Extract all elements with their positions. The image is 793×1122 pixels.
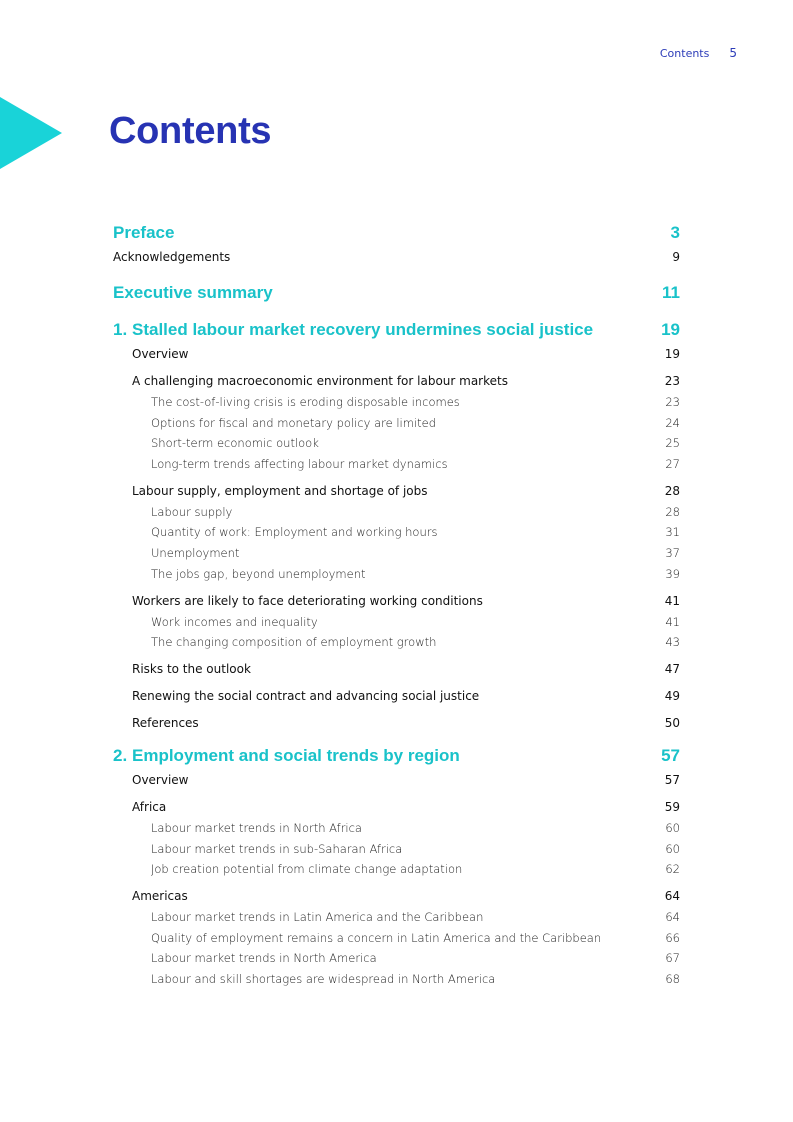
- toc-subitem[interactable]: [113, 632, 680, 653]
- toc-page: 37: [665, 546, 680, 561]
- toc-label: Labour market trends in Latin America and the Caribbean: [151, 909, 484, 924]
- toc-subitem[interactable]: [113, 564, 680, 585]
- toc-page: 41: [664, 593, 680, 608]
- toc-ch1-risks[interactable]: [113, 659, 680, 680]
- toc-subitem[interactable]: [113, 859, 680, 880]
- toc-subitem[interactable]: [113, 522, 680, 543]
- toc-page: 66: [665, 930, 680, 945]
- toc-page: 43: [665, 635, 680, 650]
- toc-label: A challenging macroeconomic environment for labour markets: [132, 374, 508, 388]
- toc-label: Renewing the social contract and advancing social justice: [132, 688, 480, 703]
- toc-page: 19: [661, 320, 680, 339]
- toc-subitem[interactable]: [113, 413, 680, 434]
- running-header: [660, 46, 737, 60]
- toc-subitem[interactable]: [113, 818, 680, 839]
- toc-subitem[interactable]: [113, 392, 680, 413]
- toc-page: 28: [664, 483, 680, 498]
- toc-chapter-1[interactable]: [113, 316, 680, 344]
- toc-ch2-americas[interactable]: [113, 886, 680, 907]
- toc-page: 62: [665, 862, 680, 877]
- toc-label: Workers are likely to face deteriorating working conditions: [132, 593, 483, 608]
- toc-ch1-macro[interactable]: [113, 371, 680, 392]
- toc-label: Overview: [132, 772, 189, 787]
- header-page-number: 5: [729, 46, 737, 60]
- toc-page: 25: [665, 436, 680, 451]
- toc-subitem[interactable]: [113, 543, 680, 564]
- toc-page: 47: [664, 661, 680, 676]
- chapter-number: 1.: [113, 320, 128, 339]
- toc-label: Africa: [132, 799, 167, 814]
- toc-label: References: [132, 715, 199, 730]
- toc-label: Job creation potential from climate change adaptation: [151, 862, 463, 877]
- toc-label: Long-term trends affecting labour market dynamics: [151, 457, 448, 472]
- toc-subitem[interactable]: [113, 969, 680, 990]
- table-of-contents: [113, 219, 680, 990]
- toc-label: Options for fiscal and monetary policy are limited: [151, 415, 437, 430]
- header-section-label: Contents: [659, 47, 710, 60]
- toc-label: The cost-of-living crisis is eroding disposable incomes: [151, 395, 460, 409]
- triangle-arrow-icon: [0, 97, 62, 169]
- toc-page: 64: [664, 888, 680, 903]
- toc-subitem[interactable]: [113, 612, 680, 633]
- toc-page: 60: [665, 841, 680, 856]
- toc-label: Acknowledgements: [113, 250, 231, 264]
- toc-ch1-supply[interactable]: [113, 481, 680, 502]
- toc-page: 67: [665, 951, 680, 966]
- toc-page: 24: [665, 415, 680, 430]
- toc-page: 23: [665, 395, 680, 409]
- toc-page: 11: [662, 283, 680, 302]
- toc-label: Employment and social trends by region: [132, 745, 460, 765]
- toc-label: Labour market trends in sub-Saharan Africa: [151, 841, 403, 856]
- toc-page: 27: [665, 457, 680, 472]
- toc-page: 28: [665, 504, 680, 519]
- toc-label: Labour supply: [151, 504, 233, 519]
- toc-ch2-africa[interactable]: [113, 797, 680, 818]
- toc-label: Overview: [132, 347, 189, 361]
- page-title: Contents: [109, 110, 272, 152]
- toc-executive-summary[interactable]: [113, 279, 680, 307]
- toc-acknowledgements[interactable]: [113, 247, 680, 268]
- toc-subitem[interactable]: [113, 948, 680, 969]
- toc-page: 57: [664, 772, 680, 787]
- toc-chapter-2[interactable]: [113, 742, 680, 770]
- toc-subitem[interactable]: [113, 454, 680, 475]
- toc-page: 39: [665, 566, 680, 581]
- toc-page: 49: [664, 688, 680, 703]
- toc-page: 19: [664, 347, 680, 361]
- toc-label: Quality of employment remains a concern in Latin America and the Caribbean: [151, 930, 602, 945]
- toc-ch1-references[interactable]: [113, 713, 680, 734]
- toc-page: 59: [664, 799, 680, 814]
- toc-label: Short-term economic outlook: [151, 436, 319, 451]
- toc-label: Labour and skill shortages are widespread in North America: [151, 972, 496, 986]
- toc-label: Labour supply, employment and shortage of jobs: [132, 483, 428, 498]
- toc-page: 68: [665, 972, 680, 986]
- toc-page: 9: [672, 250, 680, 264]
- toc-label: Executive summary: [113, 283, 273, 302]
- toc-page: 31: [665, 525, 680, 540]
- toc-ch1-conditions[interactable]: [113, 591, 680, 612]
- toc-ch2-overview[interactable]: [113, 770, 680, 791]
- toc-label: Americas: [132, 888, 188, 903]
- toc-label: Labour market trends in North Africa: [151, 820, 362, 835]
- toc-label: The jobs gap, beyond unemployment: [151, 566, 366, 581]
- toc-page: 57: [661, 745, 680, 765]
- toc-ch1-renewing[interactable]: [113, 686, 680, 707]
- toc-page: 23: [664, 374, 680, 388]
- toc-subitem[interactable]: [113, 433, 680, 454]
- toc-label: Labour market trends in North America: [151, 951, 377, 966]
- toc-subitem[interactable]: [113, 907, 680, 928]
- toc-subitem[interactable]: [113, 928, 680, 949]
- toc-label: Stalled labour market recovery undermines social justice: [132, 320, 594, 339]
- toc-page: 50: [664, 715, 680, 730]
- toc-label: Work incomes and inequality: [151, 614, 318, 629]
- toc-subitem[interactable]: [113, 839, 680, 860]
- toc-label: Quantity of work: Employment and working hours: [151, 525, 438, 540]
- toc-page: 41: [665, 614, 680, 629]
- toc-page: 64: [665, 909, 680, 924]
- toc-subitem[interactable]: [113, 502, 680, 523]
- toc-label: The changing composition of employment growth: [151, 635, 437, 650]
- chapter-number: 2.: [113, 745, 128, 765]
- toc-label: Risks to the outlook: [132, 661, 251, 676]
- toc-page: 60: [665, 820, 680, 835]
- toc-label: Unemployment: [151, 546, 240, 561]
- toc-label: Preface: [113, 223, 175, 242]
- toc-ch1-overview[interactable]: [113, 344, 680, 365]
- toc-preface[interactable]: [113, 219, 680, 247]
- toc-page: 3: [670, 223, 680, 242]
